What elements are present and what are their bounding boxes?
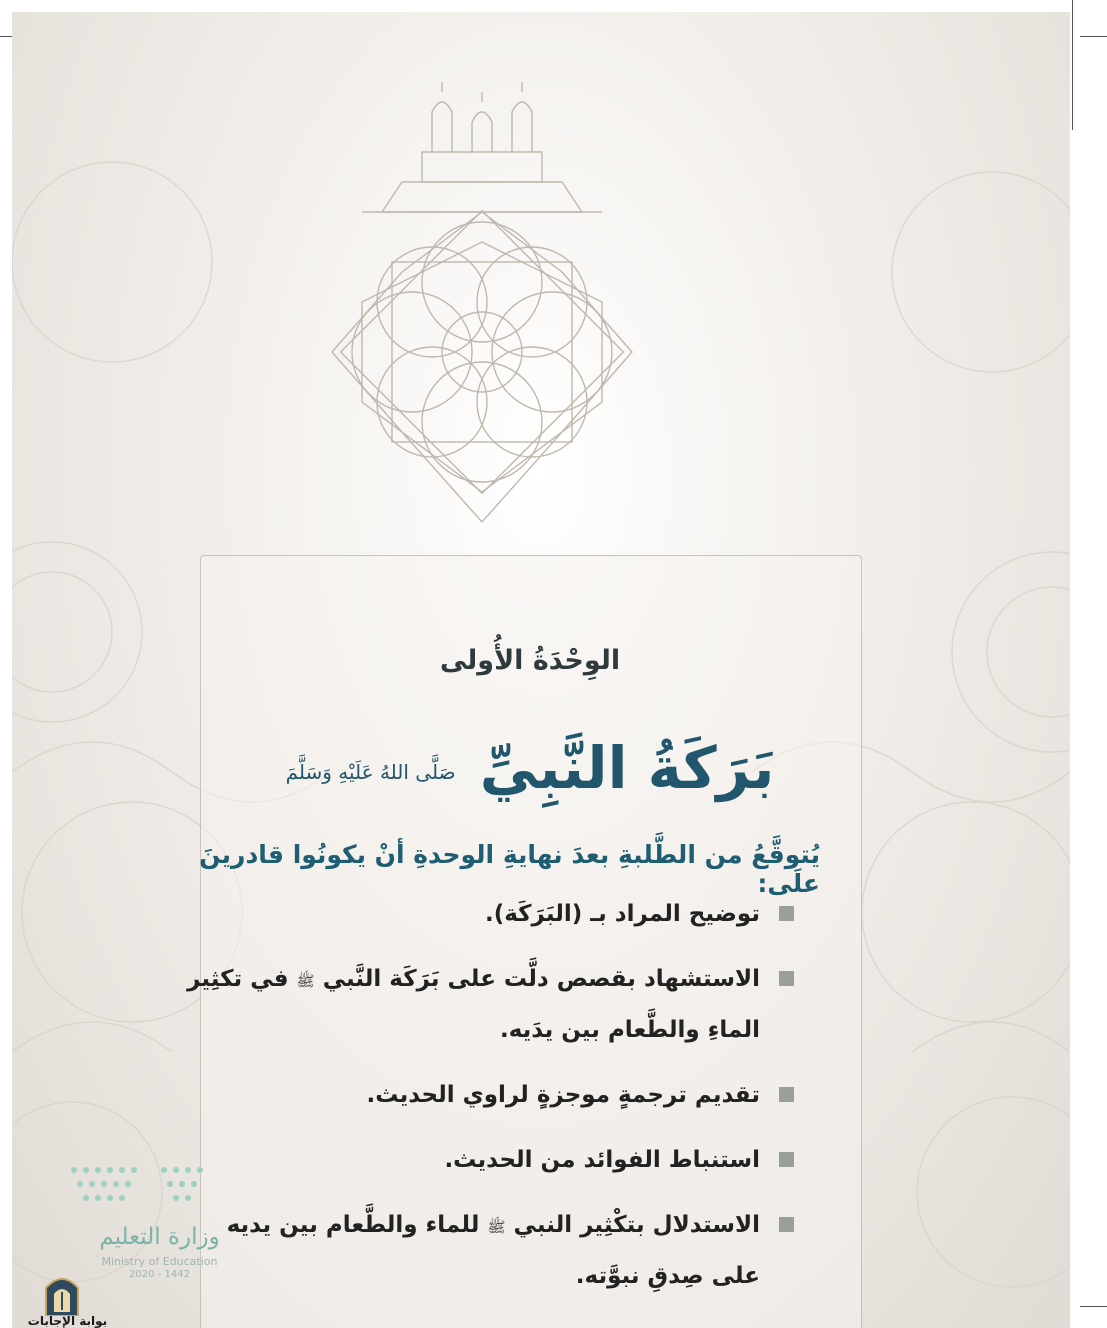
bullet-square-icon: [779, 1087, 794, 1102]
mosque-ornament: [302, 72, 662, 632]
bullet-square-icon: [779, 1152, 794, 1167]
ministry-name-en: Ministry of Education: [101, 1255, 218, 1268]
portal-logo-icon: [42, 1272, 82, 1316]
objectives-intro: يُتوقَّعُ من الطَّلبةِ بعدَ نهايةِ الوحدةِ أنْ يكونُوا قادرينَ علَى:: [199, 840, 820, 898]
list-item: استنباط الفوائد من الحديث.: [184, 1136, 794, 1185]
crop-mark: [1080, 1306, 1107, 1307]
honorific: صَلَّى اللهُ عَلَيْهِ وَسَلَّمَ: [285, 759, 456, 784]
unit-title-text: بَرَكَةُ النَّبِيِّ: [479, 734, 775, 802]
bullet-square-icon: [779, 906, 794, 921]
ministry-logo-icon: [64, 1160, 249, 1270]
crop-mark: [1072, 0, 1073, 130]
bullet-square-icon: [779, 1217, 794, 1232]
list-item: الاستدلال بتكْثِير النبي ﷺ للماء والطَّعام بين يديه على صِدقِ نبوَّته.: [184, 1201, 794, 1301]
unit-label: الوِحْدَةُ الأُولى: [439, 645, 621, 676]
unit-title: [200, 734, 860, 802]
portal-name: بوابة الإجابات: [27, 1314, 108, 1328]
list-item: توضيح المراد بـ (البَرَكَة).: [184, 890, 794, 939]
bullet-square-icon: [779, 971, 794, 986]
honorific: ﷺ: [296, 972, 315, 990]
list-item: الاستشهاد بقصص دلَّت على بَرَكَة النَّبي ﷺ في تكثِير الماءِ والطَّعام بين يدَيه.: [184, 955, 794, 1055]
list-item: تقديم ترجمةٍ موجزةٍ لراوي الحديث.: [184, 1071, 794, 1120]
ministry-year: 2020 - 1442: [129, 1269, 190, 1280]
crop-mark: [1080, 36, 1107, 37]
page: [12, 12, 1070, 1328]
ministry-name: وزارة التعليم: [99, 1224, 220, 1250]
honorific: ﷺ: [487, 1218, 506, 1236]
objectives-list: [184, 890, 794, 1317]
